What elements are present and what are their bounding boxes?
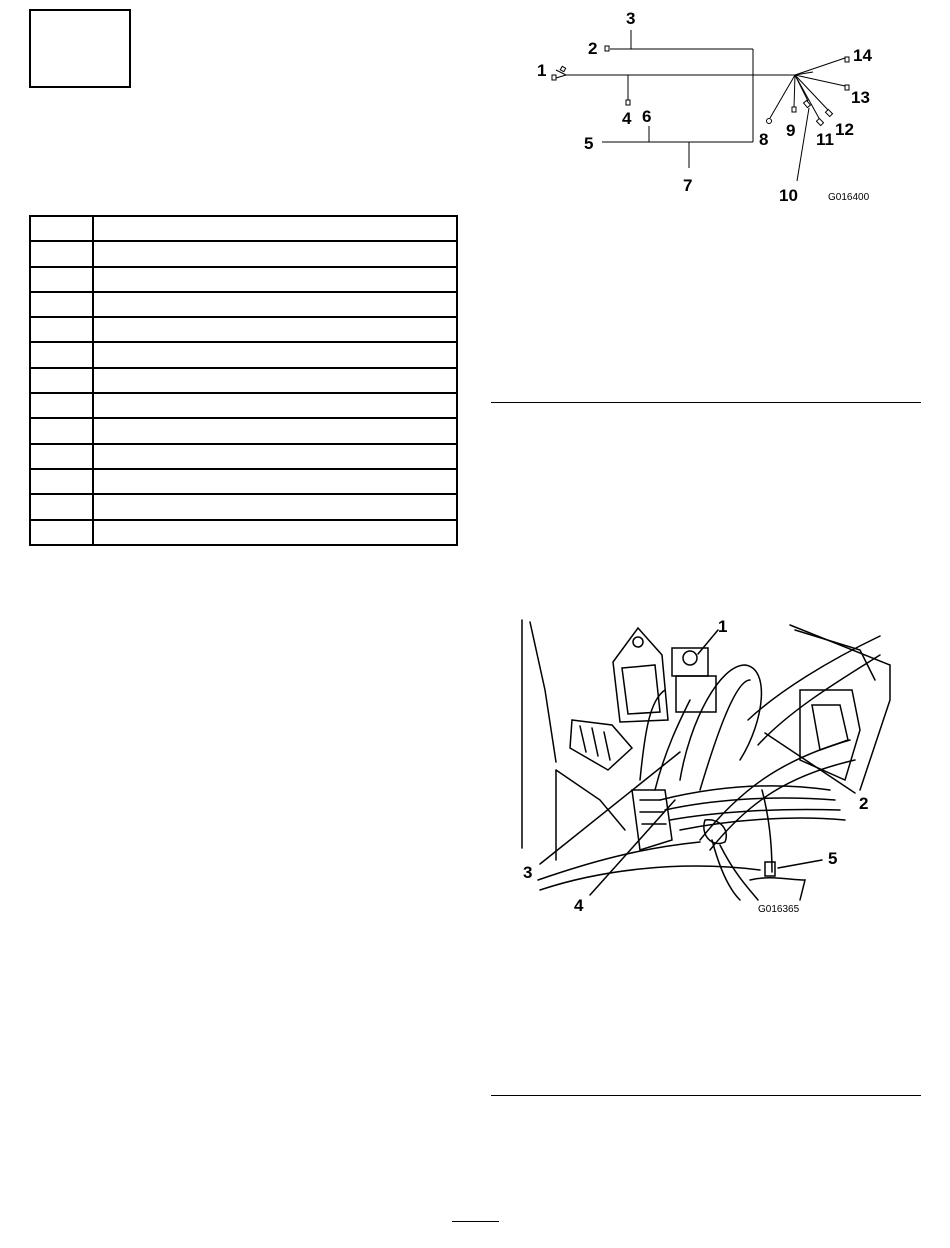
part-description-cell	[93, 267, 457, 292]
table-row	[30, 520, 457, 545]
part-description-cell	[93, 520, 457, 545]
harness-callout-8: 8	[759, 130, 769, 149]
harness-callout-4: 4	[622, 109, 632, 128]
table-row	[30, 393, 457, 418]
part-description-cell	[93, 368, 457, 393]
part-description-cell	[93, 317, 457, 342]
harness-callout-11: 11	[816, 130, 834, 149]
photo-callout-4: 4	[574, 896, 584, 915]
table-row	[30, 494, 457, 519]
table-row	[30, 317, 457, 342]
part-description-cell	[93, 216, 457, 241]
harness-callout-12: 12	[835, 120, 854, 139]
part-description-cell	[93, 494, 457, 519]
part-description-cell	[93, 444, 457, 469]
harness-callout-13: 13	[851, 88, 870, 107]
part-number-cell	[30, 444, 93, 469]
table-row	[30, 241, 457, 266]
section-rule	[491, 402, 921, 403]
table-row	[30, 444, 457, 469]
table-row	[30, 368, 457, 393]
table-row	[30, 292, 457, 317]
part-number-cell	[30, 494, 93, 519]
harness-callout-5: 5	[584, 134, 594, 153]
photo-figure-code: G016365	[758, 904, 800, 915]
part-description-cell	[93, 292, 457, 317]
harness-callout-3: 3	[626, 9, 636, 28]
harness-callout-6: 6	[642, 107, 652, 126]
part-number-cell	[30, 292, 93, 317]
harness-callout-7: 7	[683, 176, 693, 195]
table-row	[30, 469, 457, 494]
section-rule-bottom	[491, 1095, 921, 1096]
table-row	[30, 418, 457, 443]
photo-callout-2: 2	[859, 794, 869, 813]
harness-callout-2: 2	[588, 39, 598, 58]
part-number-cell	[30, 368, 93, 393]
header-box	[29, 9, 131, 88]
table-row	[30, 267, 457, 292]
table-row	[30, 216, 457, 241]
harness-callout-9: 9	[786, 121, 796, 140]
part-description-cell	[93, 418, 457, 443]
part-description-cell	[93, 469, 457, 494]
harness-callout-10: 10	[779, 186, 798, 205]
parts-table	[29, 215, 458, 546]
part-number-cell	[30, 520, 93, 545]
harness-callout-1: 1	[537, 61, 547, 80]
part-description-cell	[93, 342, 457, 367]
part-number-cell	[30, 469, 93, 494]
part-description-cell	[93, 241, 457, 266]
part-number-cell	[30, 267, 93, 292]
photo-callout-1: 1	[718, 617, 728, 636]
part-number-cell	[30, 241, 93, 266]
harness-photo-illustration	[505, 610, 905, 920]
part-number-cell	[30, 418, 93, 443]
table-row	[30, 342, 457, 367]
photo-callout-3: 3	[523, 863, 533, 882]
harness-diagram	[530, 5, 890, 210]
photo-callout-5: 5	[828, 849, 838, 868]
page-number-rule	[452, 1221, 499, 1222]
harness-figure-code: G016400	[828, 192, 870, 203]
part-description-cell	[93, 393, 457, 418]
part-number-cell	[30, 216, 93, 241]
harness-callout-14: 14	[853, 46, 872, 65]
part-number-cell	[30, 393, 93, 418]
part-number-cell	[30, 342, 93, 367]
part-number-cell	[30, 317, 93, 342]
